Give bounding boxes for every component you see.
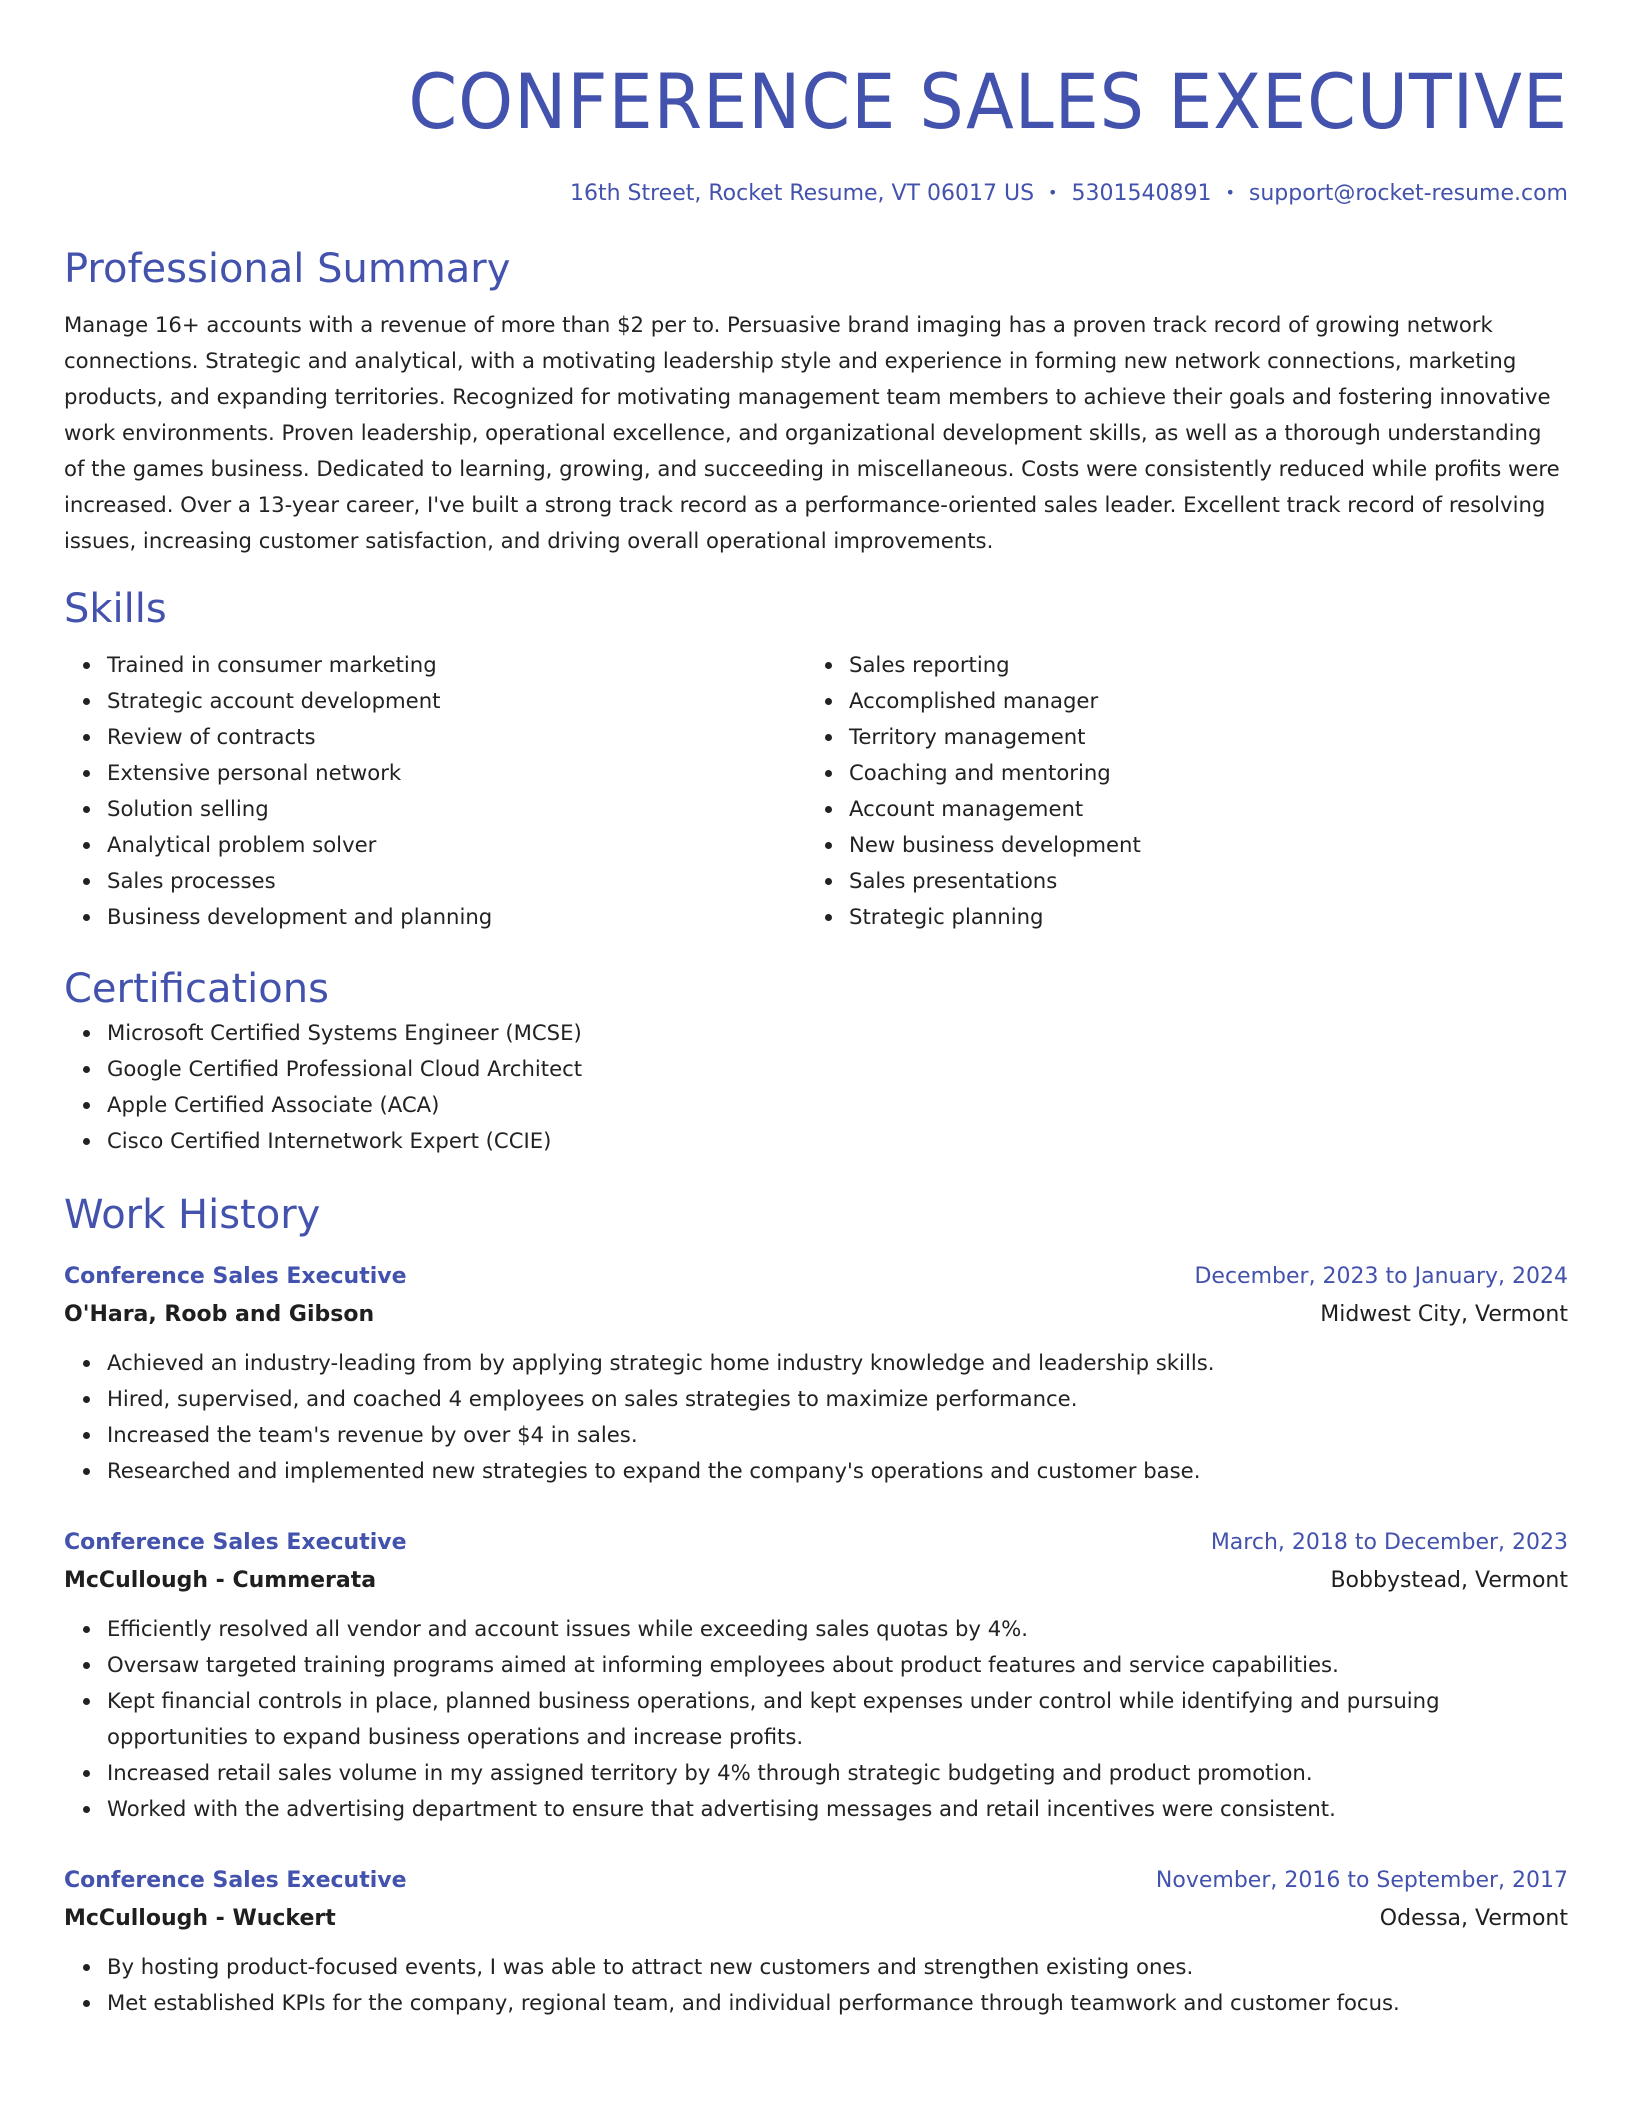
job-company-row: [64, 1899, 1568, 1939]
job-company: O'Hara, Roob and Gibson: [64, 1302, 375, 1327]
skill-item: Coaching and mentoring: [849, 755, 1568, 791]
skill-item: Trained in consumer marketing: [107, 647, 806, 683]
contact-line: [64, 178, 1568, 209]
job-header-row: [64, 1525, 1568, 1561]
job-location: Midwest City, Vermont: [1320, 1302, 1568, 1327]
skill-item: Analytical problem solver: [107, 827, 806, 863]
job-title: Conference Sales Executive: [64, 1264, 407, 1289]
skill-item: Business development and planning: [107, 899, 806, 935]
skill-item: Strategic planning: [849, 899, 1568, 935]
skill-item: New business development: [849, 827, 1568, 863]
skills-grid: [64, 647, 1568, 935]
job-bullets: [64, 1611, 1568, 1827]
job-bullet: By hosting product-focused events, I was able to attract new customers and strengthen existing ones.: [107, 1949, 1568, 1985]
job-bullet: Hired, supervised, and coached 4 employees on sales strategies to maximize performance.: [107, 1381, 1568, 1417]
certification-item: Google Certified Professional Cloud Architect: [107, 1051, 1568, 1087]
job-bullet: Increased the team's revenue by over $4 in sales.: [107, 1417, 1568, 1453]
job-dates: March, 2018 to December, 2023: [1210, 1530, 1568, 1555]
contact-phone: 5301540891: [1071, 181, 1212, 206]
work-history-heading: Work History: [64, 1192, 321, 1238]
contact-address: 16th Street, Rocket Resume, VT 06017 US: [569, 181, 1035, 206]
job-bullet: Achieved an industry-leading from by applying strategic home industry knowledge and leadership skills.: [107, 1345, 1568, 1381]
certification-item: Cisco Certified Internetwork Expert (CCIE): [107, 1123, 1568, 1159]
job-company-row: [64, 1561, 1568, 1601]
job-bullets: [64, 1345, 1568, 1489]
job-company-row: [64, 1295, 1568, 1335]
skill-item: Extensive personal network: [107, 755, 806, 791]
job-dates: December, 2023 to January, 2024: [1194, 1264, 1568, 1289]
skills-heading: Skills: [64, 586, 167, 632]
job-title: Conference Sales Executive: [64, 1868, 407, 1893]
skill-item: Sales reporting: [849, 647, 1568, 683]
job-bullet: Researched and implemented new strategies to expand the company's operations and customer base.: [107, 1453, 1568, 1489]
job-title: Conference Sales Executive: [64, 1530, 407, 1555]
skills-column-left: [64, 647, 806, 935]
job-company: McCullough - Cummerata: [64, 1568, 377, 1593]
job-header-row: [64, 1863, 1568, 1899]
job-bullet: Efficiently resolved all vendor and account issues while exceeding sales quotas by 4%.: [107, 1611, 1568, 1647]
skill-item: Accomplished manager: [849, 683, 1568, 719]
summary-text: Manage 16+ accounts with a revenue of more than $2 per to. Persuasive brand imaging has a proven track record of growing network connections. Strategic and analytical, with a motivating leadership style and experience in forming new network connections, marketing products, and expanding territories. Recognized for motivating management team members to achieve their goals and fostering innovative work environments. Proven leadership, operational excellence, and organizational development skills, as well as a thorough understanding of the games business. Dedicated to learning, growing, and succeeding in miscellaneous. Costs were consistently reduced while profits were increased. Over a 13-year career, I've built a strong track record as a performance-oriented sales leader. Excellent track record of resolving issues, increasing customer satisfaction, and driving overall operational improvements.: [64, 312, 1560, 553]
job-bullet: Met established KPIs for the company, regional team, and individual performance through teamwork and customer focus.: [107, 1985, 1568, 2021]
contact-separator: •: [1225, 183, 1235, 202]
contact-separator: •: [1048, 183, 1058, 202]
job-bullet: Oversaw targeted training programs aimed at informing employees about product features and service capabilities.: [107, 1647, 1568, 1683]
skill-item: Sales processes: [107, 863, 806, 899]
skill-item: Account management: [849, 791, 1568, 827]
job-bullet: Kept financial controls in place, planned business operations, and kept expenses under control while identifying and pursuing opportunities to expand business operations and increase profits.: [107, 1683, 1568, 1755]
skills-column-right: [806, 647, 1568, 935]
skills-list-left: [64, 647, 806, 935]
certifications-heading: Certifications: [64, 966, 329, 1012]
contact-email[interactable]: support@rocket-resume.com: [1248, 181, 1568, 206]
job-company: McCullough - Wuckert: [64, 1906, 336, 1931]
resume-title: CONFERENCE SALES EXECUTIVE: [408, 57, 1568, 146]
job-bullets: [64, 1949, 1568, 2021]
job-location: Bobbystead, Vermont: [1330, 1568, 1568, 1593]
skills-list-right: [806, 647, 1568, 935]
job-header-row: [64, 1259, 1568, 1295]
job-dates: November, 2016 to September, 2017: [1155, 1868, 1568, 1893]
job-location: Odessa, Vermont: [1379, 1906, 1568, 1931]
summary-heading: Professional Summary: [64, 246, 511, 292]
job-entry: [64, 1863, 1568, 2021]
job-entry: [64, 1525, 1568, 1827]
skill-item: Solution selling: [107, 791, 806, 827]
skill-item: Strategic account development: [107, 683, 806, 719]
job-bullet: Increased retail sales volume in my assigned territory by 4% through strategic budgeting and product promotion.: [107, 1755, 1568, 1791]
skill-item: Sales presentations: [849, 863, 1568, 899]
certification-item: Microsoft Certified Systems Engineer (MCSE): [107, 1015, 1568, 1051]
job-entry: [64, 1259, 1568, 1489]
certification-item: Apple Certified Associate (ACA): [107, 1087, 1568, 1123]
skill-item: Territory management: [849, 719, 1568, 755]
job-bullet: Worked with the advertising department to ensure that advertising messages and retail incentives were consistent.: [107, 1791, 1568, 1827]
certifications-list: [64, 1015, 1568, 1159]
skill-item: Review of contracts: [107, 719, 806, 755]
